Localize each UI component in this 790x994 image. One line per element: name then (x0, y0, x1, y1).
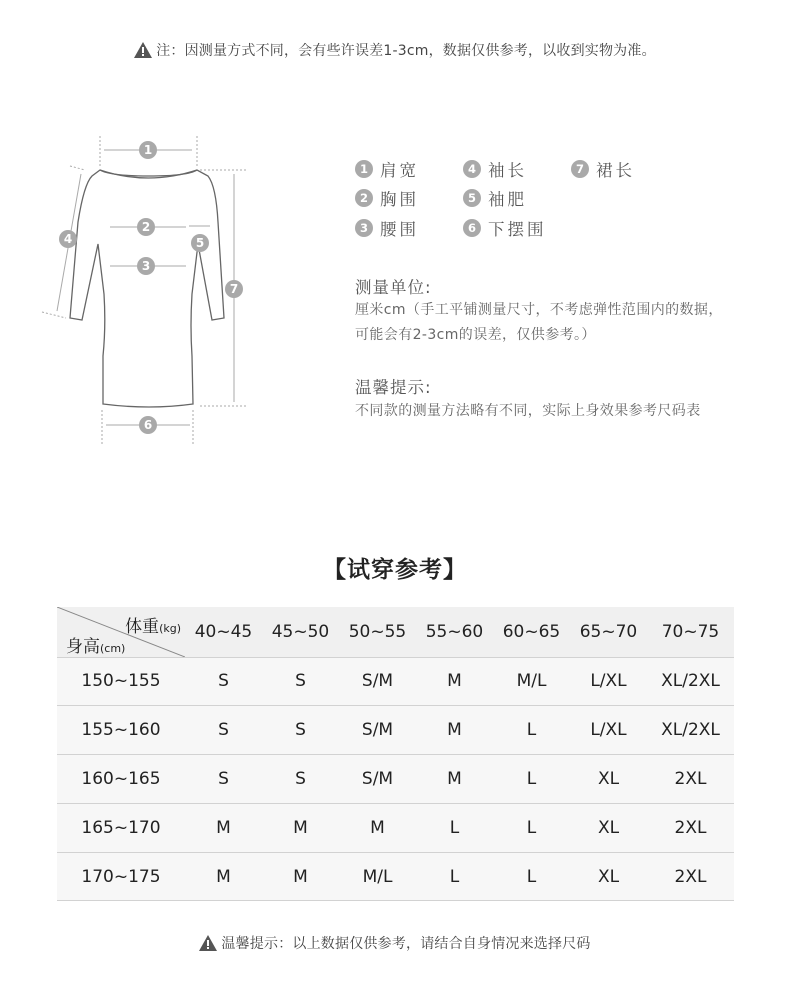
size-cell: M (216, 866, 231, 887)
weight-label: 体重(kg) (125, 617, 181, 637)
height-label: 身高(cm) (66, 637, 126, 657)
warning-icon (199, 935, 217, 951)
weight-range-header: 65~70 (579, 621, 638, 642)
top-notice (0, 40, 790, 60)
table-header-row (57, 607, 734, 657)
size-cell: S (295, 720, 306, 741)
size-cell: L (526, 817, 537, 838)
table-corner-cell (57, 607, 185, 657)
weight-range-header: 55~60 (425, 621, 484, 642)
measure-unit-line1: 厘米cm（手工平铺测量尺寸，不考虑弹性范围内的数据， (355, 302, 723, 318)
measurement-legend (355, 154, 755, 243)
size-cell: S (218, 720, 229, 741)
legend-item-shoulder: 1 肩宽 (355, 157, 463, 181)
dress-outline (70, 170, 224, 407)
size-cell: M (216, 817, 231, 838)
table-row (57, 657, 734, 706)
size-cell: L/XL (590, 720, 627, 741)
size-cell: S (295, 671, 306, 692)
size-cell: 2XL (674, 866, 707, 887)
top-notice-text: 注：因测量方式不同，会有些许误差1-3cm，数据仅供参考，以收到实物为准。 (156, 43, 656, 59)
weight-range-header: 50~55 (348, 621, 407, 642)
size-cell: M/L (516, 671, 547, 692)
size-cell: M (447, 720, 462, 741)
marker-4-label: 4 (63, 232, 73, 246)
size-cell: XL (597, 866, 620, 887)
size-cell: L (449, 866, 460, 887)
weight-range-header: 45~50 (271, 621, 330, 642)
bottom-notice-text: 温馨提示：以上数据仅供参考，请结合自身情况来选择尺码 (221, 936, 591, 952)
size-cell: XL/2XL (661, 671, 720, 692)
size-cell: M (293, 866, 308, 887)
size-cell: XL (597, 768, 620, 789)
size-cell: 2XL (674, 768, 707, 789)
measure-unit-text (355, 298, 765, 348)
size-cell: M/L (362, 866, 393, 887)
size-cell: L (526, 866, 537, 887)
marker-1-label: 1 (143, 143, 153, 157)
size-cell: S/M (361, 768, 394, 789)
table-row (57, 803, 734, 852)
height-cell: 170~175 (81, 866, 161, 887)
tip-title: 温馨提示: (355, 378, 432, 397)
weight-range-header: 40~45 (194, 621, 253, 642)
weight-range-header: 60~65 (502, 621, 561, 642)
measure-unit-title: 测量单位: (355, 278, 432, 297)
height-cell: 165~170 (81, 817, 161, 838)
size-cell: XL/2XL (661, 720, 720, 741)
weight-range-header: 70~75 (661, 621, 720, 642)
size-cell: 2XL (674, 817, 707, 838)
size-cell: L (449, 817, 460, 838)
height-cell: 160~165 (81, 768, 161, 789)
marker-5-label: 5 (195, 236, 205, 250)
size-cell: S (295, 768, 306, 789)
legend-item-hem: 6 下摆围 (463, 216, 571, 240)
warning-icon (134, 42, 152, 58)
marker-2-label: 2 (141, 220, 151, 234)
table-row (57, 852, 734, 901)
legend-item-dress-length: 7 裙长 (571, 157, 679, 181)
size-cell: L (526, 768, 537, 789)
legend-item-sleeve-width: 5 袖肥 (463, 186, 571, 210)
marker-6-label: 6 (143, 418, 153, 432)
size-cell: L/XL (590, 671, 627, 692)
size-cell: L (526, 720, 537, 741)
size-cell: M (447, 671, 462, 692)
size-cell: XL (597, 817, 620, 838)
table-row (57, 755, 734, 804)
size-cell: S/M (361, 671, 394, 692)
dress-measurement-diagram (40, 126, 270, 446)
size-cell: S/M (361, 720, 394, 741)
tip-text: 不同款的测量方法略有不同，实际上身效果参考尺码表 (355, 403, 701, 419)
bottom-notice (0, 933, 790, 953)
size-cell: M (370, 817, 385, 838)
marker-3-label: 3 (141, 259, 151, 273)
fit-reference-title: 【试穿参考】 (323, 557, 467, 583)
size-table (57, 607, 734, 901)
legend-item-waist: 3 腰围 (355, 216, 463, 240)
size-cell: S (218, 671, 229, 692)
table-row (57, 706, 734, 755)
height-cell: 150~155 (81, 671, 161, 692)
marker-7-label: 7 (229, 282, 239, 296)
legend-item-sleeve-length: 4 袖长 (463, 157, 571, 181)
size-cell: M (447, 768, 462, 789)
size-cell: S (218, 768, 229, 789)
height-cell: 155~160 (81, 720, 161, 741)
size-cell: M (293, 817, 308, 838)
legend-item-chest: 2 胸围 (355, 186, 463, 210)
measure-unit-line2: 可能会有2-3cm的误差，仅供参考。） (355, 327, 596, 343)
